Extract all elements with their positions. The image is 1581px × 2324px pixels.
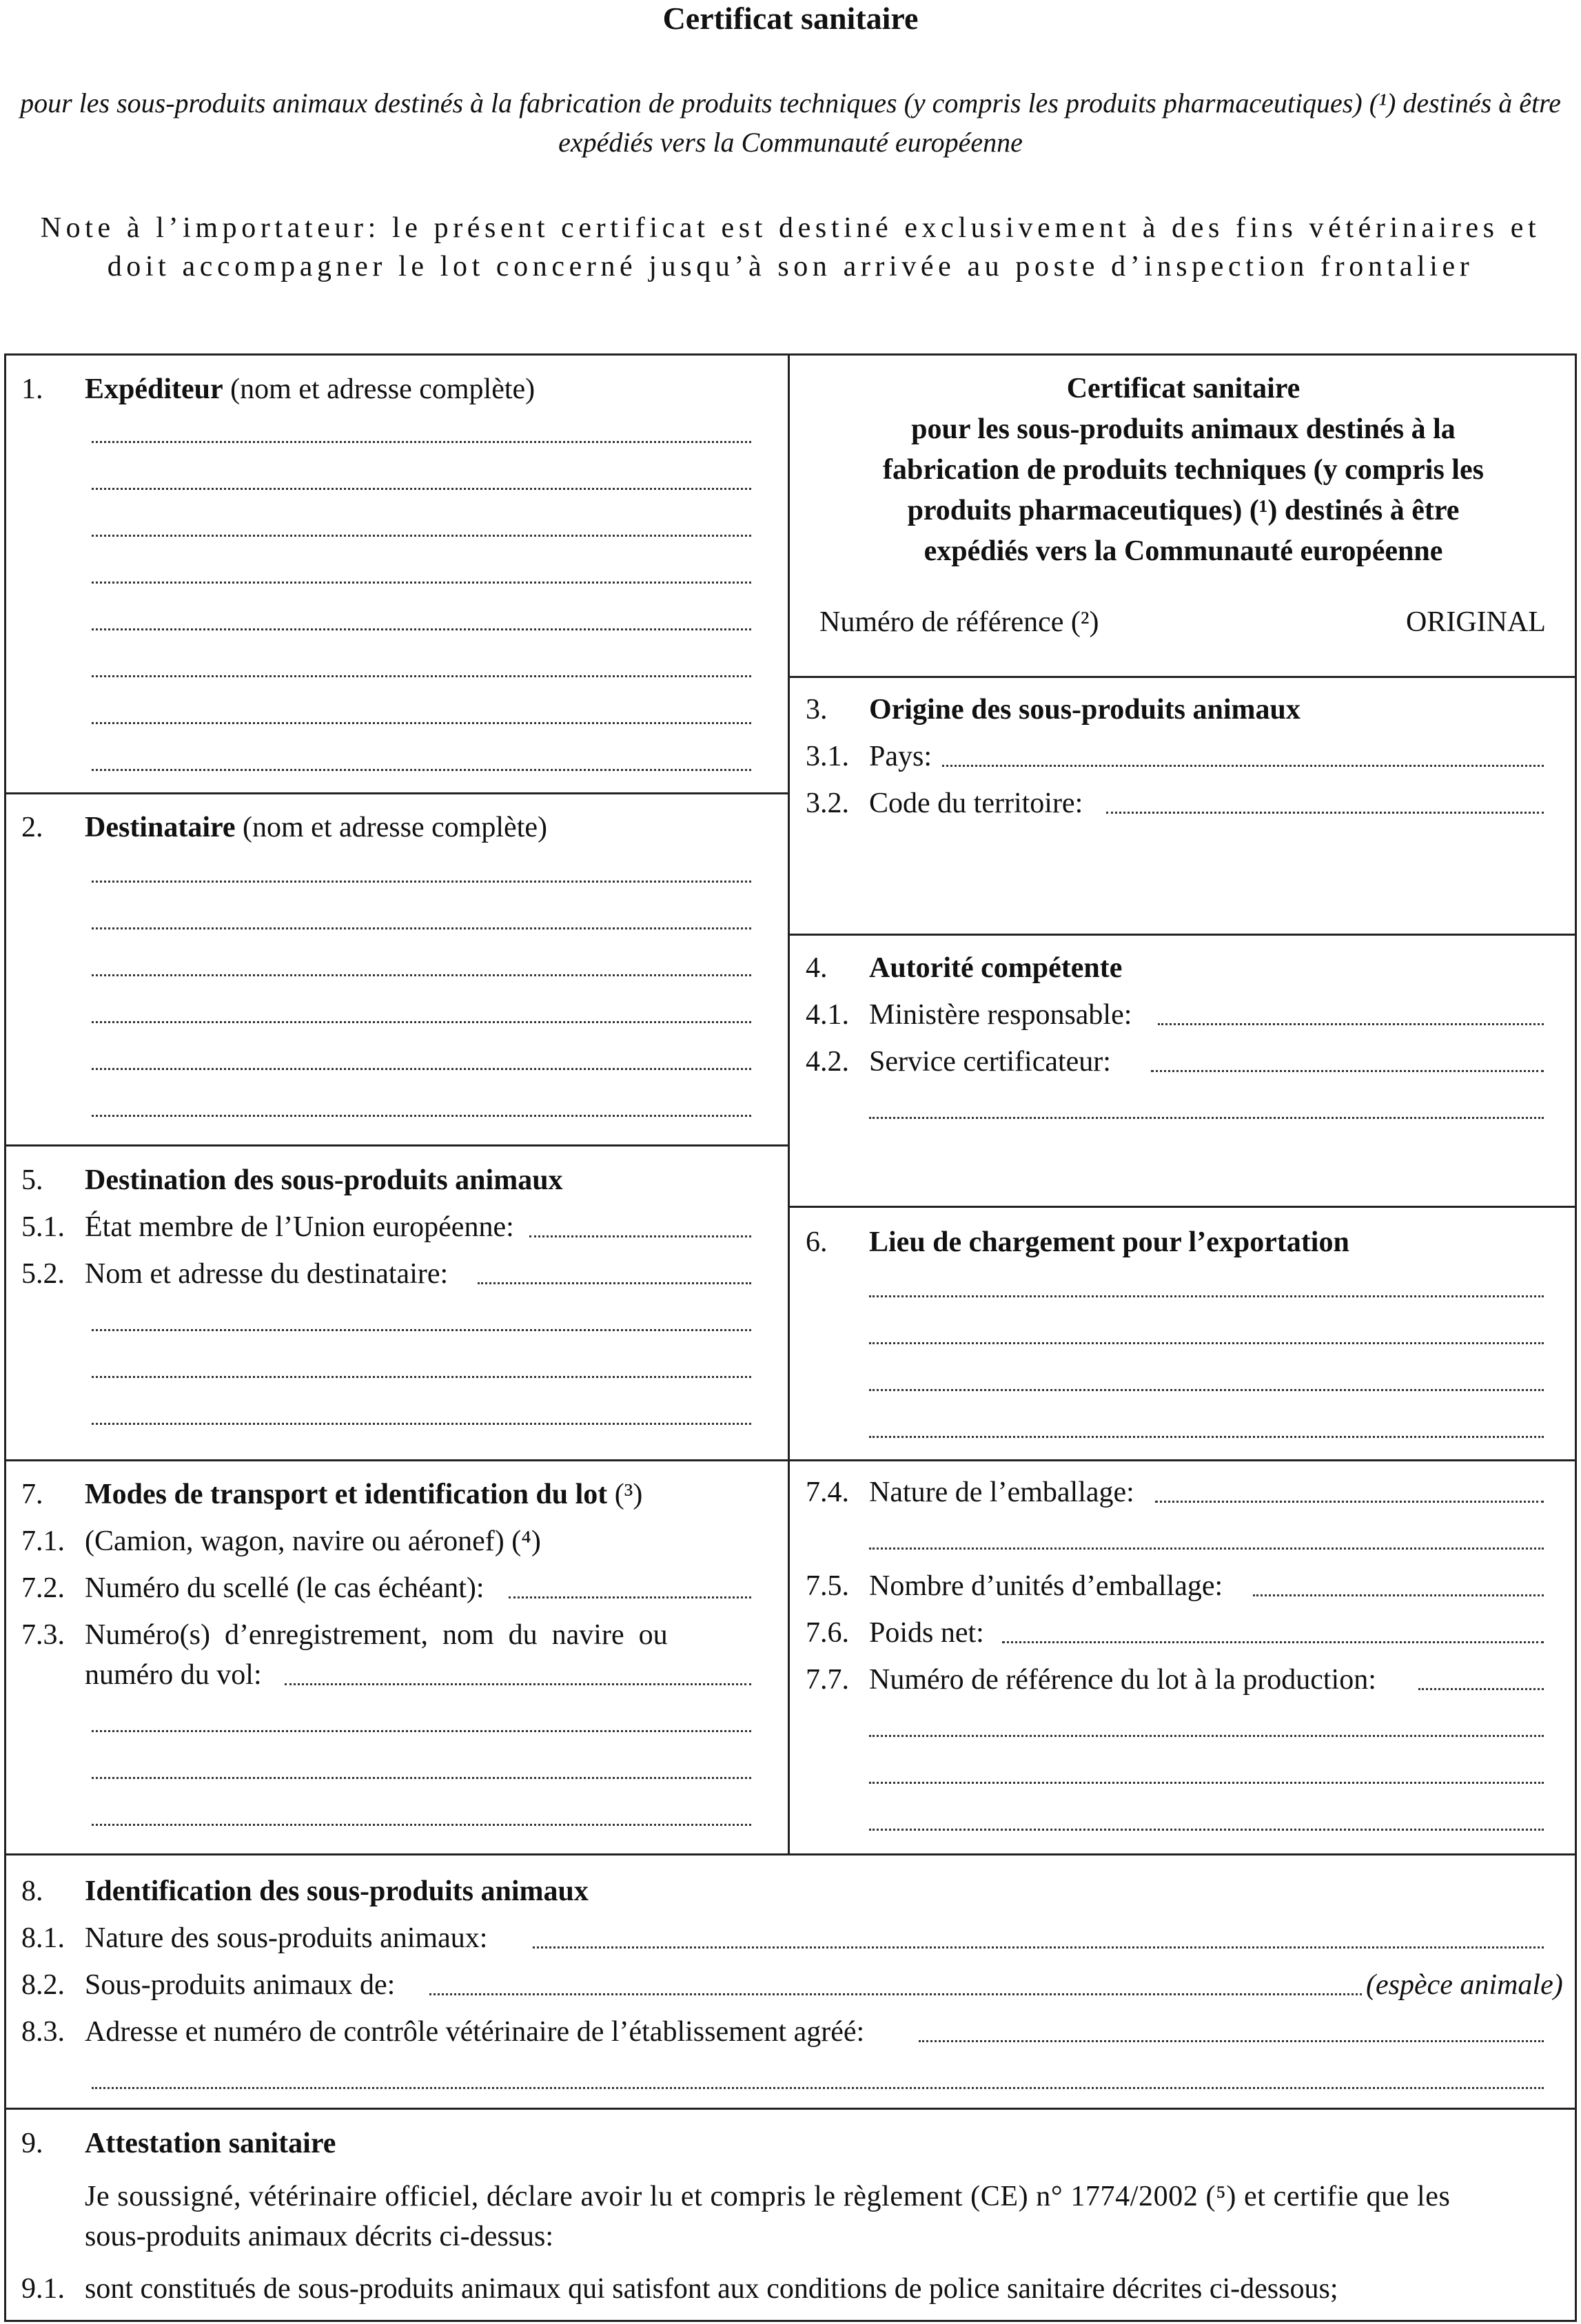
certifying-service-field[interactable]	[1151, 1070, 1544, 1072]
recipient-field-line-3[interactable]	[92, 1376, 751, 1378]
item-5-2-number: 5.2.	[21, 1258, 65, 1290]
section-4-heading: Autorité compétente	[869, 952, 1123, 984]
item-7-4-number: 7.4.	[806, 1477, 849, 1508]
package-count-field[interactable]	[1253, 1594, 1544, 1596]
sender-hint: (nom et adresse complète)	[223, 373, 536, 405]
country-label: Pays:	[869, 741, 932, 772]
item-3-2-number: 3.2.	[806, 788, 849, 819]
sender-field-line-4[interactable]	[92, 582, 751, 584]
section-3-heading: Origine des sous-produits animaux	[869, 694, 1300, 726]
batch-reference-label: Numéro de référence du lot à la production:	[869, 1664, 1376, 1696]
certifying-service-label: Service certificateur:	[869, 1046, 1111, 1078]
section-1-heading	[85, 375, 535, 404]
loading-place-field-line-3[interactable]	[869, 1389, 1544, 1391]
country-field[interactable]	[942, 765, 1544, 767]
consignee-field-line-4[interactable]	[92, 1021, 751, 1023]
consignee-field-line-1[interactable]	[92, 881, 751, 883]
seal-number-field[interactable]	[509, 1596, 751, 1598]
batch-reference-field-line-2[interactable]	[869, 1735, 1544, 1737]
divider-sec-1-2	[4, 792, 788, 794]
sender-field-line-3[interactable]	[92, 535, 751, 537]
consignee-field-line-6[interactable]	[92, 1115, 751, 1117]
package-count-label: Nombre d’unités d’emballage:	[869, 1570, 1223, 1602]
seal-number-label: Numéro du scellé (le cas échéant):	[85, 1572, 484, 1604]
packaging-nature-field[interactable]	[1155, 1501, 1544, 1503]
member-state-field[interactable]	[529, 1235, 751, 1237]
attestation-item-9-1: sont constitués de sous-produits animaux qui satisfont aux conditions de police sanitaire décrites ci-dessous;	[85, 2273, 1338, 2305]
section-5-number: 5.	[21, 1164, 43, 1196]
item-4-2-number: 4.2.	[806, 1046, 849, 1078]
document-subtitle-line-1: pour les sous-produits animaux destinés à la fabrication de produits techniques (y compris les produits pharmaceutiques) (¹) destinés à être	[20, 88, 1561, 119]
divider-box-7-top	[4, 1459, 1577, 1461]
item-7-7-number: 7.7.	[806, 1664, 849, 1696]
territory-code-field[interactable]	[1106, 812, 1544, 814]
item-3-1-number: 3.1.	[806, 741, 849, 772]
item-7-5-number: 7.5.	[806, 1570, 849, 1602]
divider-box-3-top	[788, 676, 1577, 678]
loading-place-field-line-2[interactable]	[869, 1342, 1544, 1344]
section-7-number: 7.	[21, 1479, 43, 1510]
importer-note-line-1: Note à l’importateur: le présent certificat est destiné exclusivement à des fins vétérinaires et	[40, 212, 1541, 244]
divider-box-8-top	[4, 1853, 1577, 1855]
divider-box-4-top	[788, 934, 1577, 936]
section-3-number: 3.	[806, 694, 828, 726]
section-5-heading: Destination des sous-produits animaux	[85, 1164, 563, 1196]
member-state-label: État membre de l’Union européenne:	[85, 1211, 514, 1243]
section-8-heading: Identification des sous-produits animaux	[85, 1875, 589, 1907]
section-6-heading: Lieu de chargement pour l’exportation	[869, 1226, 1349, 1258]
box-title-line-4: produits pharmaceutiques) (¹) destinés à être	[907, 495, 1460, 526]
item-8-3-number: 8.3.	[21, 2016, 65, 2048]
sender-label: Expéditeur	[85, 373, 223, 405]
box-title-line-2: pour les sous-produits animaux destinés à la	[911, 413, 1456, 445]
section-4-number: 4.	[806, 952, 828, 984]
territory-code-label: Code du territoire:	[869, 788, 1083, 819]
section-6-number: 6.	[806, 1226, 828, 1258]
document-subtitle-line-2: expédiés vers la Communauté européenne	[558, 127, 1023, 158]
reference-number-label: Numéro de référence (²)	[819, 606, 1099, 638]
byproduct-nature-label: Nature des sous-produits animaux:	[85, 1922, 488, 1954]
section-2-heading	[85, 813, 547, 842]
box-title-line-1: Certificat sanitaire	[1066, 373, 1300, 404]
sender-field-line-2[interactable]	[92, 488, 751, 490]
consignee-hint: (nom et adresse complète)	[235, 812, 547, 843]
item-7-2-number: 7.2.	[21, 1572, 65, 1604]
importer-note-line-2: doit accompagner le lot concerné jusqu’à son arrivée au poste d’inspection frontalier	[107, 251, 1474, 282]
sender-field-line-5[interactable]	[92, 628, 751, 630]
consignee-field-line-3[interactable]	[92, 974, 751, 976]
ministry-field[interactable]	[1158, 1023, 1544, 1025]
divider-box-9-top	[4, 2108, 1577, 2110]
section-9-heading: Attestation sanitaire	[85, 2128, 336, 2159]
batch-reference-field[interactable]	[1418, 1688, 1544, 1690]
column-divider	[788, 353, 790, 1855]
animal-species-label: Sous-produits animaux de:	[85, 1969, 396, 2001]
sender-field-line-6[interactable]	[92, 675, 751, 677]
consignee-field-line-5[interactable]	[92, 1068, 751, 1070]
loading-place-field-line-4[interactable]	[869, 1436, 1544, 1438]
item-7-6-number: 7.6.	[806, 1617, 849, 1649]
section-1-number: 1.	[21, 373, 43, 405]
document-title: Certificat sanitaire	[662, 1, 919, 36]
section-8-number: 8.	[21, 1875, 43, 1907]
approved-establishment-label: Adresse et numéro de contrôle vétérinaire de l’établissement agréé:	[85, 2016, 865, 2048]
animal-species-suffix: (espèce animale)	[1366, 1969, 1563, 2001]
item-8-1-number: 8.1.	[21, 1922, 65, 1954]
recipient-field-line-4[interactable]	[92, 1423, 751, 1425]
registration-field[interactable]	[285, 1683, 751, 1685]
original-label: ORIGINAL	[1406, 606, 1546, 638]
registration-label-line-1: Numéro(s) d’enregistrement, nom du navire ou	[85, 1619, 668, 1651]
net-weight-label: Poids net:	[869, 1617, 984, 1649]
packaging-nature-field-line-2[interactable]	[869, 1547, 1544, 1550]
section-9-number: 9.	[21, 2128, 43, 2159]
registration-label-line-2: numéro du vol:	[85, 1659, 262, 1691]
item-7-3-number: 7.3.	[21, 1619, 65, 1651]
attestation-text-line-1: Je soussigné, vétérinaire officiel, déclare avoir lu et compris le règlement (CE) n° 1774/2002 (⁵) et certifie que les	[85, 2181, 1451, 2212]
sender-field-line-7[interactable]	[92, 722, 751, 724]
box-title-line-5: expédiés vers la Communauté européenne	[924, 535, 1443, 567]
transport-label: Modes de transport et identification du lot	[85, 1479, 608, 1510]
ministry-label: Ministère responsable:	[869, 999, 1132, 1031]
sender-field-line-1[interactable]	[92, 441, 751, 443]
batch-reference-field-line-4[interactable]	[869, 1829, 1544, 1831]
animal-species-field[interactable]	[429, 1993, 1362, 1995]
approved-establishment-field[interactable]	[919, 2040, 1544, 2042]
transport-footnote: (³)	[607, 1479, 643, 1510]
registration-field-line-4[interactable]	[92, 1824, 751, 1826]
divider-box-6-top	[788, 1206, 1577, 1208]
net-weight-field[interactable]	[1002, 1641, 1544, 1643]
recipient-field-line-2[interactable]	[92, 1329, 751, 1331]
sender-field-line-8[interactable]	[92, 769, 751, 771]
registration-field-line-2[interactable]	[92, 1730, 751, 1732]
transport-mode-label: (Camion, wagon, navire ou aéronef) (⁴)	[85, 1525, 541, 1557]
batch-reference-field-line-3[interactable]	[869, 1782, 1544, 1784]
section-2-number: 2.	[21, 812, 43, 843]
item-9-1-number: 9.1.	[21, 2273, 65, 2305]
item-8-2-number: 8.2.	[21, 1969, 65, 2001]
consignee-label: Destinataire	[85, 812, 236, 843]
divider-box-5-top	[4, 1144, 788, 1146]
attestation-text-line-2: sous-produits animaux décrits ci-dessus:	[85, 2221, 554, 2252]
recipient-name-address-label: Nom et adresse du destinataire:	[85, 1258, 449, 1290]
box-title-line-3: fabrication de produits techniques (y compris les	[883, 454, 1484, 486]
byproduct-nature-field[interactable]	[533, 1946, 1544, 1948]
item-7-1-number: 7.1.	[21, 1525, 65, 1557]
loading-place-field-line-1[interactable]	[869, 1295, 1544, 1297]
item-5-1-number: 5.1.	[21, 1211, 65, 1243]
packaging-nature-label: Nature de l’emballage:	[869, 1477, 1134, 1508]
item-4-1-number: 4.1.	[806, 999, 849, 1031]
section-7-heading	[85, 1480, 642, 1509]
approved-establishment-field-line-2[interactable]	[92, 2087, 1544, 2089]
recipient-name-address-field[interactable]	[478, 1282, 751, 1284]
registration-field-line-3[interactable]	[92, 1777, 751, 1779]
certifying-service-field-line-2[interactable]	[869, 1117, 1544, 1119]
consignee-field-line-2[interactable]	[92, 927, 751, 929]
